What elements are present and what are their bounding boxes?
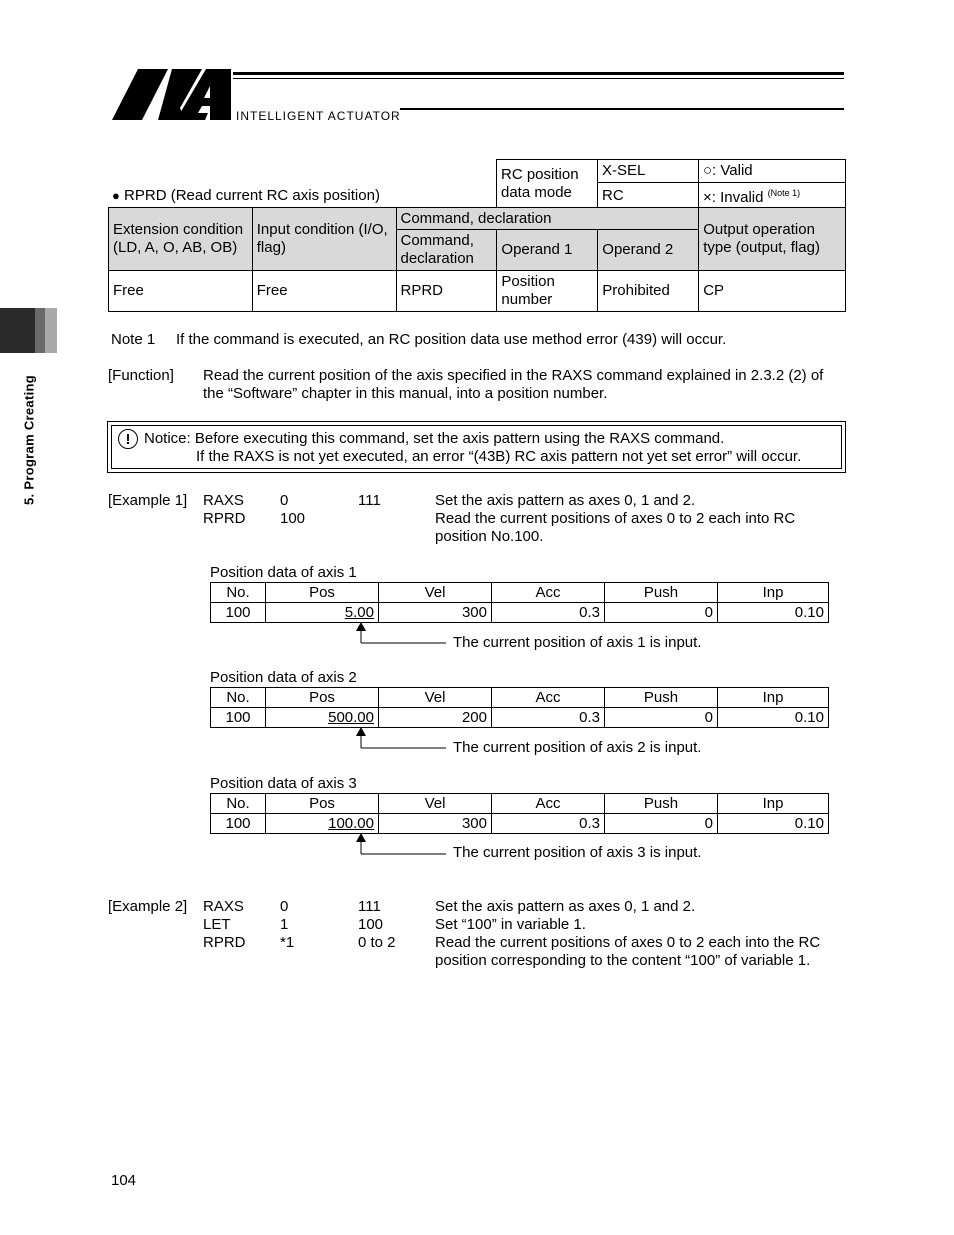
table-header-row — [211, 794, 829, 814]
cell-acc: 0.3 — [492, 708, 605, 728]
column-header-acc: Acc — [492, 794, 605, 814]
example2-desc-3: Read the current positions of axes 0 to 2 each into the RC — [435, 934, 821, 951]
cell-push: 0 — [605, 814, 718, 834]
side-tab-marker — [0, 308, 35, 353]
example1-op2-1: 111 — [358, 492, 381, 509]
example1-op1-1: 0 — [280, 492, 289, 509]
example1-cmd-1: RAXS — [203, 492, 244, 509]
header-rule-bottom — [400, 108, 844, 110]
header-rule-middle — [233, 78, 844, 79]
header-operand1: Operand 1 — [497, 230, 598, 271]
position-data-table-axis1 — [210, 582, 829, 623]
side-tab-marker-light — [45, 308, 57, 353]
command-title-text: RPRD (Read current RC axis position) — [124, 187, 380, 204]
exclamation-icon: ! — [118, 429, 138, 449]
cell-pos — [266, 708, 379, 728]
column-header-inp: Inp — [718, 583, 829, 603]
note1-text: If the command is executed, an RC position data use method error (439) will occur. — [176, 331, 727, 348]
column-header-acc: Acc — [492, 583, 605, 603]
cell-operand1: Position number — [497, 271, 598, 312]
arrow-icon — [350, 833, 450, 859]
arrow-icon — [350, 622, 450, 648]
example2-op1-2: 1 — [280, 916, 289, 933]
header-rule-top — [233, 72, 844, 75]
mode-controller-xsel: X-SEL — [598, 160, 699, 183]
cell-inp: 0.10 — [718, 708, 829, 728]
example2-desc-4: position corresponding to the content “100” of variable 1. — [435, 952, 811, 969]
example1-op1-2: 100 — [280, 510, 306, 527]
position-caption-3: The current position of axis 3 is input. — [453, 844, 702, 861]
cell-push: 0 — [605, 708, 718, 728]
example2-op1-3: *1 — [280, 934, 295, 951]
arrow-icon — [350, 727, 450, 753]
function-label: [Function] — [108, 367, 174, 384]
function-text-line2: the “Software” chapter in this manual, into a position number. — [203, 385, 608, 402]
column-header-acc: Acc — [492, 688, 605, 708]
cell-acc: 0.3 — [492, 603, 605, 623]
cell-pos-value: 5.00 — [344, 604, 374, 621]
column-header-vel: Vel — [379, 794, 492, 814]
column-header-inp: Inp — [718, 688, 829, 708]
example2-op2-1: 111 — [358, 898, 381, 915]
example2-label: [Example 2] — [108, 898, 188, 915]
column-header-push: Push — [605, 583, 718, 603]
position-caption-2: The current position of axis 2 is input. — [453, 739, 702, 756]
example2-op1-1: 0 — [280, 898, 289, 915]
cell-no: 100 — [211, 603, 266, 623]
column-header-no: No. — [211, 794, 266, 814]
rc-mode-label: RC position data mode — [497, 160, 598, 209]
example2-desc-2: Set “100” in variable 1. — [435, 916, 586, 933]
cell-no: 100 — [211, 814, 266, 834]
mode-status-rc — [699, 183, 846, 209]
example1-cmd-2: RPRD — [203, 510, 246, 527]
mode-status-rc-note: (Note 1) — [767, 188, 801, 198]
rc-mode-table — [496, 159, 846, 209]
command-spec-table — [108, 207, 846, 312]
column-header-pos: Pos — [266, 583, 379, 603]
note1-label: Note 1 — [111, 331, 156, 348]
header-input-condition: Input condition (I/O, flag) — [252, 208, 396, 271]
cell-operand2: Prohibited — [598, 271, 699, 312]
mode-status-rc-text: ×: Invalid — [703, 189, 764, 206]
example1-label: [Example 1] — [108, 492, 188, 509]
header-command: Command, declaration — [396, 230, 497, 271]
table-header-row — [211, 688, 829, 708]
column-header-no: No. — [211, 583, 266, 603]
position-data-table-axis2 — [210, 687, 829, 728]
brand-subtitle: INTELLIGENT ACTUATOR — [236, 109, 401, 123]
column-header-push: Push — [605, 794, 718, 814]
column-header-pos: Pos — [266, 688, 379, 708]
table-row — [211, 603, 829, 623]
position-table-title-1: Position data of axis 1 — [210, 564, 357, 581]
cell-no: 100 — [211, 708, 266, 728]
example1-desc-2: Read the current positions of axes 0 to 2 each into RC — [435, 510, 796, 527]
position-caption-1: The current position of axis 1 is input. — [453, 634, 702, 651]
column-header-vel: Vel — [379, 688, 492, 708]
header-operand2: Operand 2 — [598, 230, 699, 271]
column-header-no: No. — [211, 688, 266, 708]
cell-acc: 0.3 — [492, 814, 605, 834]
example2-cmd-1: RAXS — [203, 898, 244, 915]
iai-logo — [110, 68, 235, 122]
column-header-pos: Pos — [266, 794, 379, 814]
mode-controller-rc: RC — [598, 183, 699, 209]
cell-vel: 200 — [379, 708, 492, 728]
example2-op2-2: 100 — [358, 916, 384, 933]
cell-pos — [266, 814, 379, 834]
header-extension-condition: Extension condition (LD, A, O, AB, OB) — [109, 208, 253, 271]
column-header-vel: Vel — [379, 583, 492, 603]
notice-line1: Notice: Before executing this command, set the axis pattern using the RAXS command. — [144, 430, 725, 447]
cell-inp: 0.10 — [718, 603, 829, 623]
table-row — [211, 708, 829, 728]
example2-cmd-3: RPRD — [203, 934, 246, 951]
example1-desc-3: position No.100. — [435, 528, 544, 545]
example2-op2-3: 0 to 2 — [358, 934, 396, 951]
column-header-push: Push — [605, 688, 718, 708]
table-header-row — [211, 583, 829, 603]
iai-logo-mark — [110, 68, 235, 122]
function-text-line1: Read the current position of the axis specified in the RAXS command explained in 2.3.2 (2) of — [203, 367, 824, 384]
cell-pos-value: 500.00 — [328, 709, 374, 726]
column-header-inp: Inp — [718, 794, 829, 814]
position-table-title-3: Position data of axis 3 — [210, 775, 357, 792]
command-title — [112, 187, 380, 205]
example1-desc-1: Set the axis pattern as axes 0, 1 and 2. — [435, 492, 696, 509]
header-output-type: Output operation type (output, flag) — [699, 208, 846, 271]
example2-desc-1: Set the axis pattern as axes 0, 1 and 2. — [435, 898, 696, 915]
table-row — [211, 814, 829, 834]
side-tab-marker-mid — [35, 308, 45, 353]
position-table-title-2: Position data of axis 2 — [210, 669, 357, 686]
cell-pos — [266, 603, 379, 623]
header-command-group: Command, declaration — [396, 208, 699, 230]
cell-input: Free — [252, 271, 396, 312]
position-data-table-axis3 — [210, 793, 829, 834]
cell-inp: 0.10 — [718, 814, 829, 834]
cell-pos-value: 100.00 — [328, 815, 374, 832]
mode-status-xsel: ○: Valid — [699, 160, 846, 183]
bullet-icon: ● — [112, 188, 120, 203]
page-number: 104 — [111, 1172, 137, 1189]
cell-extension: Free — [109, 271, 253, 312]
notice-line2: If the RAXS is not yet executed, an error “(43B) RC axis pattern not yet set error” will occur. — [196, 448, 802, 465]
cell-push: 0 — [605, 603, 718, 623]
example2-cmd-2: LET — [203, 916, 231, 933]
cell-output: CP — [699, 271, 846, 312]
cell-vel: 300 — [379, 603, 492, 623]
side-chapter-label: 5. Program Creating — [21, 375, 37, 505]
cell-command: RPRD — [396, 271, 497, 312]
cell-vel: 300 — [379, 814, 492, 834]
